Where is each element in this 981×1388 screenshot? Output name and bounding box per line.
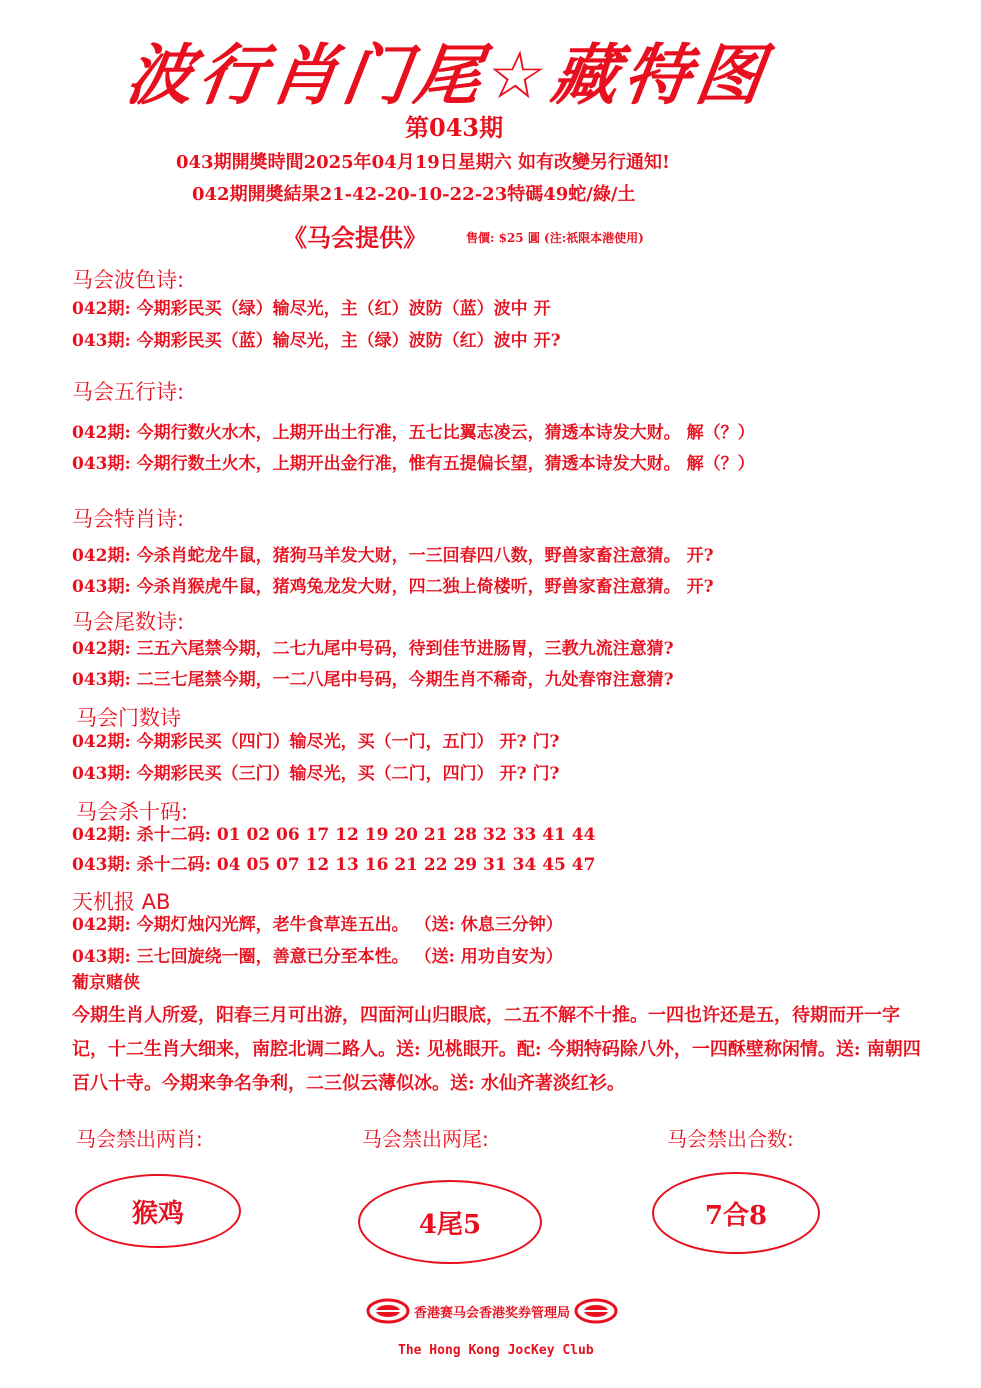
page-title: 波行肖门尾☆藏特图 xyxy=(121,37,774,114)
provider-label: 《马会提供》 xyxy=(283,223,427,252)
ban-tail-oval xyxy=(358,1180,542,1264)
gambler-paragraph: 今期生肖人所爱，阳春三月可出游，四面河山归眼底，二五不解不十推。一四也许还是五，待期而开一字记，十二生肖大细来，南腔北调二路人。送: 见桃眼开。配: 今期特码除八外，一四酥壁称闲情。送: 南朝四百八十寺。今期来争名争利，二三似云薄似冰。送: 水仙齐著淡红衫。 xyxy=(72,1005,921,1094)
ban-sum-oval xyxy=(652,1172,820,1254)
ban-zodiac-label: 马会禁出两肖: xyxy=(76,1127,203,1151)
draw-time-info: 043期開奬時間2025年04月19日星期六 如有改變另行通知! xyxy=(176,152,670,173)
section-heading-tail-number: 马会尾数诗: xyxy=(72,610,185,634)
gambler-heading: 葡京赌侠 xyxy=(72,973,140,993)
section-heading-secret-report: 天机报 AB xyxy=(72,890,171,914)
poem-line: 043期: 今期行数土火木，上期开出金行准，惟有五提偏长望，猜透本诗发大财。 解（？） xyxy=(72,454,755,474)
footer-chinese-name: 香港赛马会香港奖券管理局 xyxy=(414,1305,571,1321)
poem-line: 043期: 今杀肖猴虎牛鼠，猪鸡兔龙发大财，四二独上倚楼听，野兽家畜注意猜。 开? xyxy=(72,577,714,597)
poem-line: 042期: 今期彩民买（四门）输尽光，买（一门，五门） 开? 门? xyxy=(72,732,560,752)
ban-zodiac-oval xyxy=(75,1174,241,1248)
ban-sum-value: 7合8 xyxy=(704,1200,768,1231)
ban-sum-label: 马会禁出合数: xyxy=(667,1127,794,1151)
jockey-club-logo-icon xyxy=(574,1298,618,1324)
kill-number-line: 043期: 杀十二码: 04 05 07 12 13 16 21 22 29 31 34 45 47 xyxy=(72,855,596,875)
issue-number: 第043期 xyxy=(405,113,504,142)
poem-line: 042期: 今杀肖蛇龙牛鼠，猪狗马羊发大财，一三回春四八数，野兽家畜注意猜。 开? xyxy=(72,546,714,566)
section-heading-kill-numbers: 马会杀十码: xyxy=(76,800,189,824)
section-heading-wave-color: 马会波色诗: xyxy=(72,268,185,292)
section-heading-zodiac: 马会特肖诗: xyxy=(72,507,185,531)
poem-line: 043期: 今期彩民买（蓝）输尽光，主（绿）波防（红）波中 开? xyxy=(72,331,561,351)
draw-result-info: 042期開奬結果21-42-20-10-22-23特碼49蛇/綠/土 xyxy=(192,184,636,205)
price-note: 售價: $25 圓 (注:祇限本港使用) xyxy=(466,231,644,245)
ban-tail-value: 4尾5 xyxy=(418,1209,482,1240)
poem-line: 042期: 三五六尾禁今期，二七九尾中号码，待到佳节进肠胃，三教九流注意猜? xyxy=(72,639,674,659)
ban-tail-label: 马会禁出两尾: xyxy=(362,1127,489,1151)
poem-line: 043期: 二三七尾禁今期，一二八尾中号码，今期生肖不稀奇，九处春帘注意猜? xyxy=(72,670,674,690)
jockey-club-logo-icon xyxy=(366,1298,410,1324)
ban-zodiac-value: 猴鸡 xyxy=(131,1198,184,1229)
report-line: 043期: 三七回旋绕一圈，善意已分至本性。 （送: 用功自安为） xyxy=(72,947,563,967)
footer-organization xyxy=(366,1298,618,1324)
poem-line: 042期: 今期行数火水木，上期开出土行准，五七比翼志凌云，猜透本诗发大财。 解（？） xyxy=(72,423,755,443)
section-heading-door-number: 马会门数诗 xyxy=(76,706,181,730)
kill-number-line: 042期: 杀十二码: 01 02 06 17 12 19 20 21 28 32 33 41 44 xyxy=(72,825,596,845)
footer-english-name: The Hong Kong JocKey Club xyxy=(398,1343,594,1358)
section-heading-five-elements: 马会五行诗: xyxy=(72,380,185,404)
poem-line: 042期: 今期彩民买（绿）输尽光，主（红）波防（蓝）波中 开 xyxy=(72,299,551,319)
poem-line: 043期: 今期彩民买（三门）输尽光，买（二门，四门） 开? 门? xyxy=(72,764,560,784)
report-line: 042期: 今期灯烛闪光辉，老牛食草连五出。 （送: 休息三分钟） xyxy=(72,915,563,935)
